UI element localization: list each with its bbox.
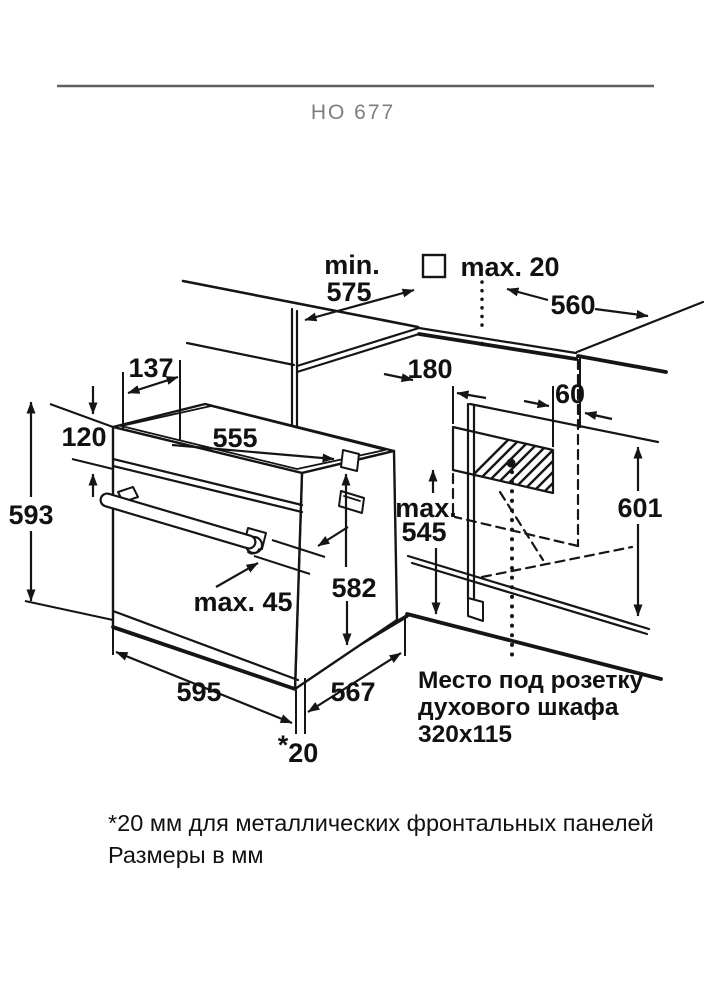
dim-max-label: max. — [395, 493, 457, 523]
dim-socket-right: 60 — [554, 379, 586, 409]
footnote-line1: *20 мм для металлических фронтальных панелей — [108, 810, 654, 836]
dim-niche-width: 560 — [550, 290, 596, 320]
dim-min-value: 575 — [326, 277, 372, 307]
socket-note-line3: 320x115 — [418, 721, 513, 748]
page-title: HO 677 — [310, 101, 396, 124]
dim-socket-left: 180 — [407, 354, 453, 384]
socket-note-line2: духового шкафа — [418, 694, 619, 721]
dim-casing-width: 555 — [212, 423, 258, 453]
footnote — [108, 810, 654, 868]
dim-panel-height: 120 — [61, 422, 107, 452]
socket-point — [507, 459, 516, 468]
dim-max-value: 545 — [401, 517, 447, 547]
dim-oven-depth: 567 — [330, 677, 376, 707]
dim-handle-depth: max. 45 — [193, 587, 293, 617]
dim-front-gap: *20 — [277, 730, 319, 768]
worktop-square-symbol — [423, 255, 445, 277]
dim-back-height: 582 — [331, 573, 377, 603]
socket-note — [418, 667, 644, 748]
dim-min-label: min. — [324, 250, 380, 280]
dim-oven-width: 595 — [176, 677, 222, 707]
socket-note-line1: Место под розетку — [418, 667, 644, 694]
footnote-line2: Размеры в мм — [108, 842, 264, 868]
dim-top-offset: 137 — [128, 353, 174, 383]
dim-oven-height: 593 — [8, 500, 54, 530]
dim-max-top: max. 20 — [460, 252, 560, 282]
dim-niche-height: 601 — [617, 493, 663, 523]
